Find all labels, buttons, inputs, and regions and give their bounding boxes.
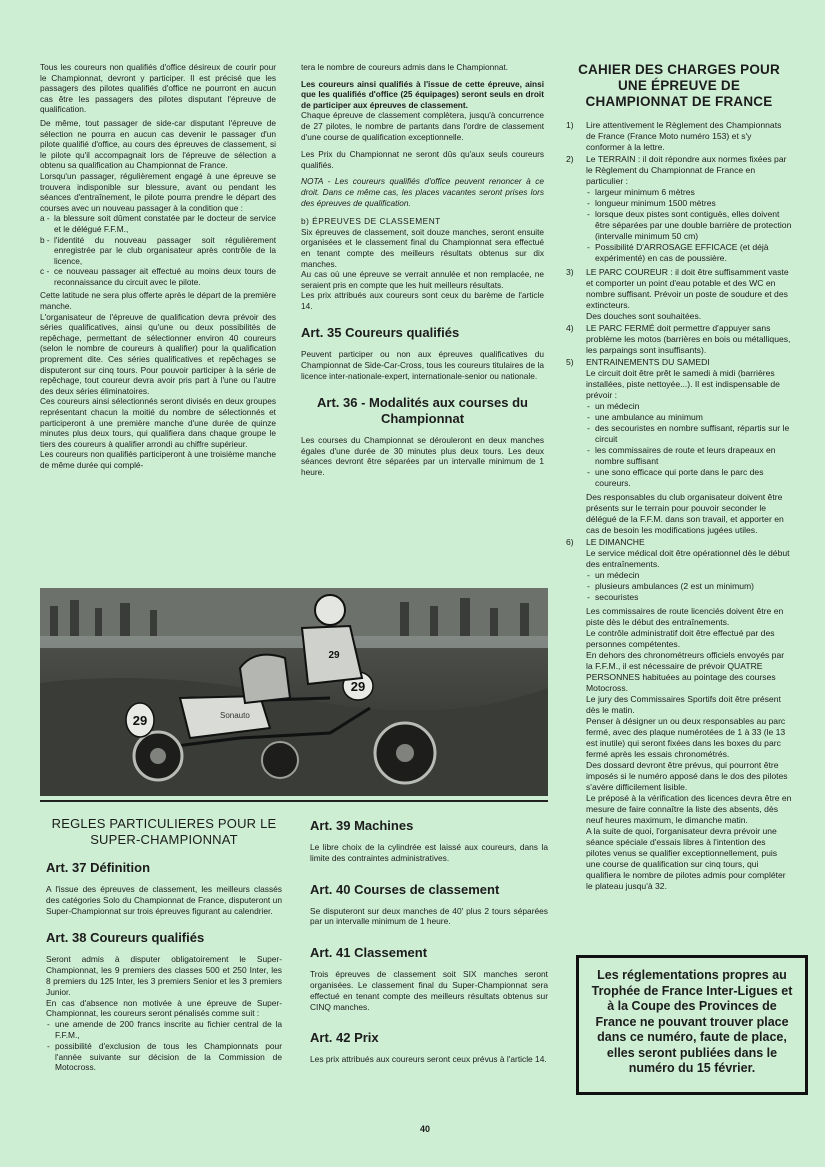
paragraph: Chaque épreuve de classement complètera, jusqu'à concurrence de 27 pilotes, le nombre de partants dans l'ordre de classement d'une course de qualification exceptionnelle. [301,110,544,142]
list-item: 6) LE DIMANCHE Le service médical doit être opérationnel dès le début des entraînements. - un médecin - plusieurs ambulances (2 est un minimum) - secouristes Les commissaires de route licenciés doivent être en piste dès le début des entraînements. Le contrôle administratif doit être effectué par des personnes compétentes. En dehors des chronométreurs officiels envoyés par la F.F.M., il est nécessaire de prévoir QUATRE PERSONNES habituées au pointage des courses Motocross. Le jury des Commissaires Sportifs doit être présent dès le matin. Penser à désigner un ou deux responsables au parc fermé, avec des plaque numérotées de 1 à 33 (le 13 est inutile) qui seront fixées dans les boxes du parc fermé après les essais chronométrés. Des dossard devront être prévus, qui pourront être imposés si le numéro apposé dans le dos des pilotes s'avère difficilement lisible. Le préposé à la vérification des licences devra être en mesure de faire connaître la liste des absents, dès neuf heures maximum, le dimanche matin. A la suite de quoi, l'organisateur devra prévoir une séance spéciale d'essais libres à l'intention des pilotes venus se qualifier exceptionnellement, puis une course de qualification sur cinq tours, qui qualifiera le nombre de pilotes admis pour compléter le plateau jusqu'à 32. [566,537,792,892]
list-item: - largeur minimum 6 mètres [586,187,792,198]
paragraph: Le libre choix de la cylindrée est laissé aux coureurs, dans la limite des contraintes administratives. [310,842,548,863]
paragraph: Peuvent participer ou non aux épreuves qualificatives du Championnat de Side-Car-Cross, tous les coureurs titulaires de la licence inter-nationale-expert, internationale-senior ou nationale. [301,349,544,381]
front-number: 29 [350,679,366,694]
paragraph: Lorsqu'un passager, régulièrement engagé à une épreuve se trouvera indisponible sur blessure, avant ou pendant les séances d'entraînement, le pilote pourra prendre le départ des courses avec un nouveau passager à la condition que : [40,170,276,213]
sidecar-photo [40,588,548,796]
article-38-heading: Art. 38 Coureurs qualifiés [46,930,205,946]
cahier-list [566,120,792,892]
paragraph: Les courses du Championnat se dérouleront en deux manches égales d'une durée de 30 minutes plus deux tours. Les deux séances devront être séparées par un intervalle minimum de 1 heure. [301,435,544,478]
list-item: 5) ENTRAINEMENTS DU SAMEDI Le circuit doit être prêt le samedi à midi (barrières installées, piste nettoyée...). Il est indispensable de prévoir : - un médecin - une ambulance au minimum - des secouristes en nombre suffisant, répartis sur le circuit - les commissaires de route et leurs drapeaux en nombre suffisant - une sono efficace qui porte dans le parc des coureurs. Des responsables du club organisateur doivent être présents sur le terrain pour pouvoir seconder le délégué de la F.F.M. dans son travail, et apporter en cas de besoin les modifications jugées utiles. [566,357,792,536]
list-item: 4) LE PARC FERMÉ doit permettre d'appuyer sans problème les motos (barrières en bois ou métalliques, les parpaings sont insuffisants). [566,323,791,355]
paragraph: Cette latitude ne sera plus offerte après le départ de la première manche. [40,290,276,312]
list-item: c - ce nouveau passager ait effectué au moins deux tours de reconnaissance du circuit avec le pilote. [40,266,276,287]
paragraph: Les prix attribués aux coureurs seront ceux prévus à l'article 14. [310,1054,547,1065]
paragraph: A l'issue des épreuves de classement, les meilleurs classés des catégories Solo du Championnat de France, disputeront un Super-Championnat sur trois épreuves figurant au calendrier. [46,884,282,916]
super-championnat-column [46,816,282,1076]
list-item: 1) Lire attentivement le Règlement des Championnats de France (France Moto numéro 153) et s'y conformer à la lettre. [566,120,782,152]
list-item: - une sono efficace qui porte dans le parc des coureurs. [586,467,792,489]
paragraph: Trois épreuves de classement soit SIX manches seront organisées. Le classement final du Super-Championnat sera effectué en tenant compte des meilleurs résultats obtenus sur CINQ manches. [310,969,548,1012]
cahier-title: CAHIER DES CHARGES POUR UNE ÉPREUVE DE CHAMPIONNAT DE FRANCE [578,62,780,109]
article-41-heading: Art. 41 Classement [310,945,428,961]
paragraph: Tous les coureurs non qualifiés d'office désireux de courir pour le Championnat, devront y participer. Il est précisé que les passagers des pilotes qualifiés d'office ne pourront en aucun cas être les passagers des pilotes disputant l'épreuve de qualification. [40,62,276,115]
column-left [40,62,276,474]
paragraph: Seront admis à disputer obligatoirement le Super-Championnat, les 9 premiers des classes 500 et 250 Inter, les 8 premiers du 125 Inter, les 3 premiers Senior et les 3 premiers Junior. [46,954,282,997]
column-middle [301,62,544,481]
list-item: a - la blessure soit dûment constatée par le docteur de service et le délégué F.F.M., [40,213,276,234]
article-40-heading: Art. 40 Courses de classement [310,881,500,897]
list-item: - un médecin [586,401,792,412]
list-item: - une ambulance au minimum [586,412,792,423]
list-item: - possibilité d'exclusion de tous les Championnats pour l'année suivante sur décision de la Commission de Motocross. [46,1041,282,1073]
paragraph: Les coureurs non qualifiés participeront à une troisième manche de même durée qui complé- [40,449,276,470]
article-35-heading: Art. 35 Coureurs qualifiés [301,325,460,341]
list-item: - secouristes [586,592,792,603]
page-number: 40 [420,1124,431,1134]
section-heading: b) ÉPREUVES DE CLASSEMENT [301,216,441,227]
article-42-heading: Art. 42 Prix [310,1030,379,1046]
side-number: 29 [132,713,148,728]
list-item: - longueur minimum 1500 mètres [586,198,792,209]
paragraph: Au cas où une épreuve se verrait annulée et non remplacée, ne seraient pris en compte que les huit meilleurs résultats. [301,269,544,290]
list-item: - des secouristes en nombre suffisant, répartis sur le circuit [586,423,792,445]
list-item: - Possibilité D'ARROSAGE EFFICACE (et déjà expérimenté) en cas de poussière. [586,242,792,264]
article-37-heading: Art. 37 Définition [46,860,151,875]
list-item: - les commissaires de route et leurs drapeaux en nombre suffisant [586,445,792,467]
articles-column [310,808,548,1068]
condition-list [40,213,276,287]
paragraph: Se disputeront sur deux manches de 40' plus 2 tours séparées par un intervalle minimum de 1 heure. [310,905,548,927]
notice-box: Les réglementations propres au Trophée de France Inter-Ligues et à la Coupe des Provinces de France ne pouvant trouver place dans ce numéro, faute de place, elles seront publiées dans le numéro du 15 février. [576,955,808,1095]
list-item: b - l'identité du nouveau passager soit régulièrement enregistrée par le club organisateur après contrôle de la licence, [40,234,276,266]
paragraph: tera le nombre de coureurs admis dans le Championnat. [301,62,509,72]
section-divider [40,800,548,802]
article-39-heading: Art. 39 Machines [310,818,414,833]
rider-number: 29 [328,650,340,661]
paragraph: De même, tout passager de side-car disputant l'épreuve de sélection ne pourra en aucun cas devenir le passager d'un pilote qualifié d'office, au cours des épreuves de classement, si le pilote qu'il accompagnait lors de l'épreuve de sélection a obtenu sa qualification au Championnat de France. [40,117,276,171]
paragraph: Les prix attribués aux coureurs sont ceux du barème de l'article 14. [301,290,544,311]
paragraph: Les coureurs ainsi qualifiés à l'issue de cette épreuve, ainsi que les qualifiés d'office (25 équipages) seront seuls en droit de participer aux épreuves de classement. [301,78,544,110]
penalty-list [46,1019,282,1073]
paragraph: Ces coureurs ainsi sélectionnés seront divisés en deux groupes représentant chacun la moitié du nombre de sélectionnés et participeront à une première manche d'une durée de quinze minutes plus deux tours, qui qualifiera dans chaque groupe le tiers des coureurs à qualifier arrondi au chiffre supérieur. [40,396,276,449]
list-item: 2) Le TERRAIN : il doit répondre aux normes fixées par le Règlement du Championnat de France en particulier : - largeur minimum 6 mètres - longueur minimum 1500 mètres - lorsque deux pistes sont contiguës, elles doivent être séparées par une double barrière de protection (intervalle minimum 50 cm) - Possibilité D'ARROSAGE EFFICACE (et déjà expérimenté) en cas de poussière. [566,154,792,264]
article-36-heading: Art. 36 - Modalités aux courses du Championnat [317,395,528,427]
nota-paragraph: NOTA - Les coureurs qualifiés d'office peuvent renoncer à ce droit. Dans ce même cas, les places vacantes seront prises lors des épreuves de qualification. [301,176,544,208]
super-championnat-title: REGLES PARTICULIERES POUR LE SUPER-CHAMPIONNAT [51,816,277,847]
paragraph: Les Prix du Championnat ne seront dûs qu'aux seuls coureurs qualifiés. [301,149,544,170]
paragraph: L'organisateur de l'épreuve de qualification devra prévoir des séries qualificatives, ainsi qu'une ou deux possibilités de repêchage, permettant de sélectionner environ 40 coureurs (selon le nombre de coureurs à qualifier) pour la qualification proprement dite. Ces séries qualificatives et repêchages se disputeront sur cinq tours. Pour pouvoir participer à la série de repêchage, tout coureur devra avoir pris part à l'une ou l'autre des deux séries éliminatoires. [40,311,276,396]
paragraph: Six épreuves de classement, soit douze manches, seront ensuite organisées et le classement final du Championnat sera effectué en tenant compte des meilleurs résultats obtenus sur dix manches. [301,226,544,269]
list-item: 3) LE PARC COUREUR : il doit être suffisamment vaste et comporter un point d'eau potable et des WC en nombre suffisant. Prévoir un poste de soudure et des extincteurs. Des douches sont souhaitées. [566,267,789,321]
brand-text: Sonauto [220,711,250,720]
list-item: - une amende de 200 francs inscrite au fichier central de la F.F.M., [46,1019,282,1041]
list-item: - lorsque deux pistes sont contiguës, elles doivent être séparées par une double barrière de protection (intervalle minimum 50 cm) [586,209,792,242]
list-item: - plusieurs ambulances (2 est un minimum) [586,581,792,592]
list-item: - un médecin [586,570,792,581]
column-right [566,62,792,893]
paragraph: En cas d'absence non motivée à une épreuve de Super-Championnat, les coureurs seront pénalisés comme suit : [46,997,282,1019]
